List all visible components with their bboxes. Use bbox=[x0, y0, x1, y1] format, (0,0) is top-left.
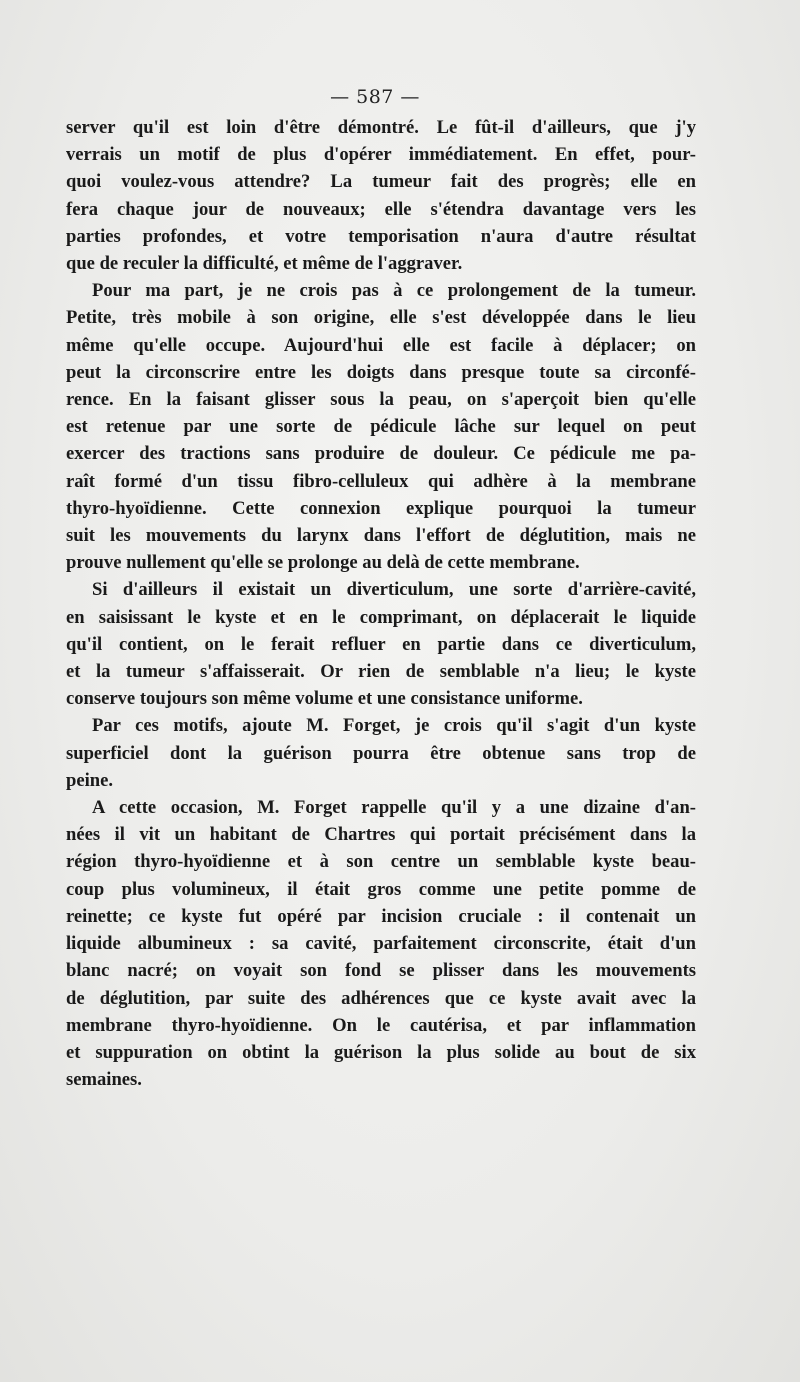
text-line: conserve toujours son même volume et une consistance uniforme. bbox=[66, 688, 583, 710]
paragraph-5 bbox=[66, 794, 696, 1093]
text-line: est retenue par une sorte de pédicule lâche sur lequel on peut bbox=[66, 416, 696, 438]
text-line: que de reculer la difficulté, et même de l'aggraver. bbox=[66, 253, 463, 275]
text-line: en saisissant le kyste et en le comprimant, on déplacerait le liquide bbox=[66, 606, 696, 628]
paragraph-2 bbox=[66, 277, 696, 576]
text-line: peine. bbox=[66, 769, 114, 791]
text-line: superficiel dont la guérison pourra être obtenue sans trop de bbox=[66, 742, 696, 764]
paragraph-4 bbox=[66, 712, 696, 794]
text-line: raît formé d'un tissu fibro-celluleux qui adhère à la membrane bbox=[66, 470, 696, 492]
text-line: server qu'il est loin d'être démontré. Le fût-il d'ailleurs, que j'y bbox=[66, 117, 696, 138]
text-line: exercer des tractions sans produire de douleur. Ce pédicule me pa- bbox=[66, 443, 696, 465]
text-line: membrane thyro-hyoïdienne. On le cautérisa, et par inflammation bbox=[66, 1014, 696, 1036]
text-line: semaines. bbox=[66, 1069, 142, 1091]
text-line: même qu'elle occupe. Aujourd'hui elle est facile à déplacer; on bbox=[66, 334, 696, 356]
text-line: nées il vit un habitant de Chartres qui portait précisément dans la bbox=[66, 824, 696, 846]
text-line: liquide albumineux : sa cavité, parfaitement circonscrite, était d'un bbox=[66, 933, 696, 955]
text-line: suit les mouvements du larynx dans l'effort de déglutition, mais ne bbox=[66, 525, 696, 547]
text-line: qu'il contient, on le ferait refluer en partie dans ce diverticulum, bbox=[66, 633, 696, 655]
text-line: blanc nacré; on voyait son fond se plisser dans les mouvements bbox=[66, 960, 696, 982]
text-line: Par ces motifs, ajoute M. Forget, je crois qu'il s'agit d'un kyste bbox=[92, 715, 696, 737]
text-line: quoi voulez-vous attendre? La tumeur fait des progrès; elle en bbox=[66, 171, 696, 193]
body-text bbox=[66, 114, 696, 1093]
text-line: région thyro-hyoïdienne et à son centre un semblable kyste beau- bbox=[66, 851, 696, 873]
text-line: parties profondes, et votre temporisation n'aura d'autre résultat bbox=[66, 225, 696, 247]
text-line: A cette occasion, M. Forget rappelle qu'il y a une dizaine d'an- bbox=[92, 797, 696, 819]
paragraph-3 bbox=[66, 576, 696, 712]
text-line: peut la circonscrire entre les doigts dans presque toute sa circonfé- bbox=[66, 361, 696, 383]
text-line: verrais un motif de plus d'opérer immédiatement. En effet, pour- bbox=[66, 144, 696, 166]
text-line: et la tumeur s'affaisserait. Or rien de semblable n'a lieu; le kyste bbox=[66, 661, 696, 683]
text-line: thyro-hyoïdienne. Cette connexion explique pourquoi la tumeur bbox=[66, 497, 696, 519]
text-line: fera chaque jour de nouveaux; elle s'étendra davantage vers les bbox=[66, 198, 696, 220]
text-line: reinette; ce kyste fut opéré par incision cruciale : il contenait un bbox=[66, 905, 696, 927]
text-line: Petite, très mobile à son origine, elle s'est développée dans le lieu bbox=[66, 307, 696, 329]
text-line: Pour ma part, je ne crois pas à ce prolongement de la tumeur. bbox=[92, 280, 696, 302]
text-line: de déglutition, par suite des adhérences que ce kyste avait avec la bbox=[66, 987, 696, 1009]
text-line: Si d'ailleurs il existait un diverticulum, une sorte d'arrière-cavité, bbox=[92, 579, 696, 601]
paragraph-1 bbox=[66, 114, 696, 277]
text-line: et suppuration on obtint la guérison la plus solide au bout de six bbox=[66, 1041, 696, 1063]
text-line: prouve nullement qu'elle se prolonge au delà de cette membrane. bbox=[66, 552, 580, 574]
text-line: rence. En la faisant glisser sous la peau, on s'aperçoit bien qu'elle bbox=[66, 389, 696, 411]
text-line: coup plus volumineux, il était gros comme une petite pomme de bbox=[66, 878, 696, 900]
page-number: — 587 — bbox=[330, 86, 420, 108]
